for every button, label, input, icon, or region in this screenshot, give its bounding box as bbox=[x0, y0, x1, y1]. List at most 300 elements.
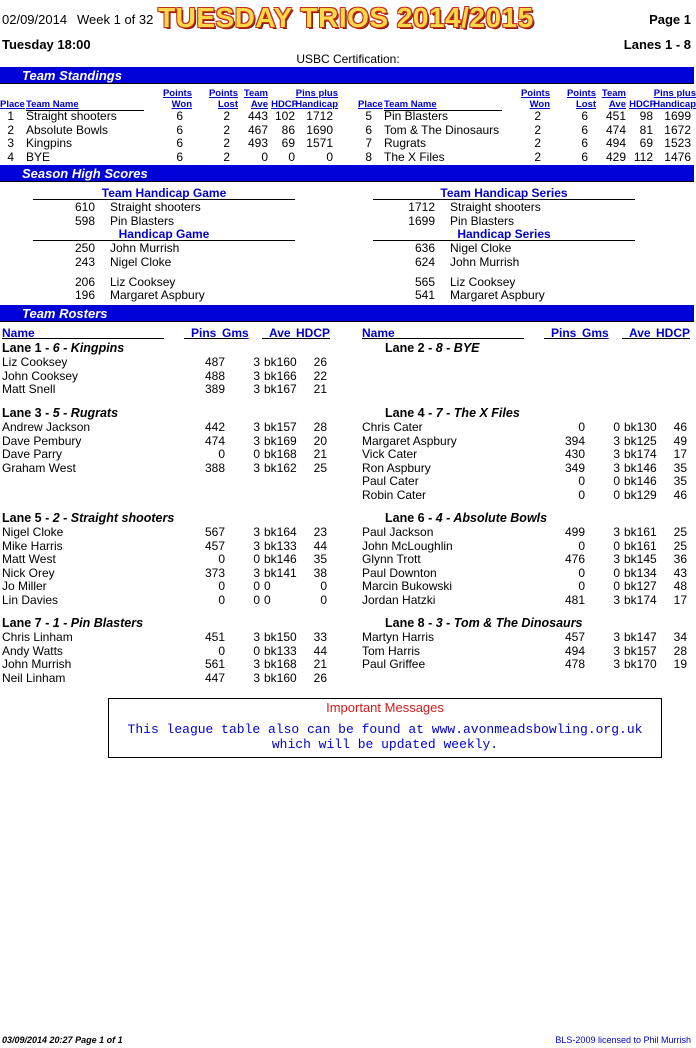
page-number: Page 1 bbox=[649, 12, 691, 27]
player-pins: 0 bbox=[578, 420, 585, 434]
player-games: 3 bbox=[253, 538, 260, 553]
player-hdcp: 25 bbox=[673, 538, 687, 553]
col-pins-plus-line: Pins plus bbox=[653, 88, 696, 99]
place: 8 bbox=[365, 149, 372, 164]
high-score-value: 206 bbox=[74, 275, 95, 289]
player-games: 0 bbox=[613, 488, 620, 502]
player-ave: bk168 bbox=[264, 447, 297, 462]
player-pins: 567 bbox=[204, 525, 225, 539]
player-pins: 561 bbox=[204, 657, 225, 672]
team-ave: 429 bbox=[605, 149, 626, 164]
col-pins-plus-line: Handicap bbox=[295, 99, 338, 110]
col-pins-plus-line: Handicap bbox=[653, 99, 696, 110]
player-ave: bk162 bbox=[264, 460, 297, 475]
col-points-won-line: Points bbox=[162, 88, 192, 99]
player-games: 3 bbox=[253, 355, 260, 369]
points-lost: 2 bbox=[223, 136, 230, 151]
player-ave: bk146 bbox=[264, 552, 297, 567]
player-games: 3 bbox=[613, 552, 620, 567]
col-points-won bbox=[508, 88, 550, 110]
player-pins: 0 bbox=[578, 579, 585, 594]
footer-timestamp: 03/09/2014 20:27 Page 1 of 1 bbox=[2, 1035, 123, 1045]
team-ave: 0 bbox=[261, 149, 268, 164]
section-bar-rosters bbox=[0, 305, 694, 322]
player-name: Paul Jackson bbox=[362, 525, 434, 539]
points-won: 2 bbox=[534, 136, 541, 151]
player-ave: bk150 bbox=[264, 630, 297, 644]
player-hdcp: 28 bbox=[673, 643, 687, 658]
footer-license: BLS-2009 licensed to Phil Murrish bbox=[555, 1035, 691, 1045]
section-bar-standings bbox=[0, 67, 694, 84]
player-name: Matt West bbox=[2, 552, 56, 567]
player-ave: bk127 bbox=[624, 579, 657, 594]
player-name: Lin Davies bbox=[2, 593, 59, 607]
day-time: Tuesday 18:00 bbox=[2, 37, 91, 52]
player-pins: 0 bbox=[578, 488, 585, 502]
lane-team: 8 - BYE bbox=[435, 341, 480, 355]
lane-number: Lane 4 - bbox=[385, 406, 433, 420]
high-score-value: 243 bbox=[74, 255, 95, 269]
points-won: 6 bbox=[176, 109, 183, 123]
player-ave: bk134 bbox=[624, 565, 657, 580]
col-hdcp: HDCP bbox=[629, 99, 656, 110]
player-name: Andy Watts bbox=[2, 643, 63, 658]
player-pins: 0 bbox=[578, 565, 585, 580]
player-games: 3 bbox=[613, 630, 620, 644]
team-name: Tom & The Dinosaurs bbox=[384, 122, 500, 137]
roster-row bbox=[0, 672, 330, 686]
player-name: Robin Cater bbox=[362, 488, 427, 502]
col-team-name: Team Name bbox=[384, 99, 437, 110]
col-pins-plus-line: Pins plus bbox=[295, 88, 338, 99]
place: 1 bbox=[7, 109, 14, 123]
roster-row bbox=[360, 658, 690, 672]
player-hdcp: 35 bbox=[313, 552, 327, 567]
messages-body bbox=[109, 722, 661, 752]
player-games: 3 bbox=[253, 670, 260, 685]
player-name: Vick Cater bbox=[362, 447, 418, 462]
col-pins-plus bbox=[290, 88, 338, 110]
player-ave: bk146 bbox=[624, 460, 657, 475]
hdcp: 69 bbox=[281, 136, 295, 151]
player-games: 0 bbox=[253, 447, 260, 462]
col-name: Name bbox=[2, 326, 35, 340]
team-ave: 493 bbox=[247, 136, 268, 151]
place: 4 bbox=[7, 149, 14, 164]
player-ave: bk164 bbox=[264, 525, 297, 539]
col-points-won-line: Won bbox=[529, 99, 550, 110]
player-hdcp: 35 bbox=[673, 474, 687, 489]
roster-row bbox=[360, 489, 690, 503]
high-score-name: Nigel Cloke bbox=[110, 255, 172, 269]
hdcp: 102 bbox=[274, 109, 295, 123]
player-name: Tom Harris bbox=[362, 643, 421, 658]
team-name: BYE bbox=[26, 149, 51, 164]
col-hdcp: HDCP bbox=[271, 99, 298, 110]
player-name: Jo Miller bbox=[2, 579, 47, 594]
player-hdcp: 21 bbox=[313, 447, 327, 462]
hdcp: 0 bbox=[288, 149, 295, 164]
player-hdcp: 35 bbox=[673, 460, 687, 475]
player-pins: 0 bbox=[218, 447, 225, 462]
col-pins-plus bbox=[648, 88, 696, 110]
lane-heading bbox=[2, 616, 143, 630]
high-score-name: Straight shooters bbox=[450, 200, 541, 214]
player-pins: 0 bbox=[218, 593, 225, 607]
section-title: Season High Scores bbox=[22, 166, 148, 181]
lane-team: 1 - Pin Blasters bbox=[52, 616, 144, 630]
roster-row bbox=[0, 462, 330, 476]
player-ave: bk168 bbox=[264, 657, 297, 672]
league-title: TUESDAY TRIOS 2014/2015 bbox=[158, 2, 534, 33]
col-pins: Pins bbox=[191, 326, 217, 340]
roster-row bbox=[360, 526, 690, 540]
high-score-value: 598 bbox=[74, 213, 95, 228]
high-score-name: Liz Cooksey bbox=[110, 275, 176, 289]
high-score-value: 1712 bbox=[408, 200, 435, 214]
col-points-lost-line: Lost bbox=[217, 99, 238, 110]
player-ave: bk125 bbox=[624, 433, 657, 448]
player-pins: 447 bbox=[204, 670, 225, 685]
player-ave: bk170 bbox=[624, 657, 657, 672]
col-points-lost-line: Points bbox=[208, 88, 238, 99]
header-underline bbox=[2, 338, 164, 339]
player-name: Martyn Harris bbox=[362, 630, 435, 644]
player-ave: bk161 bbox=[624, 538, 657, 553]
points-lost: 6 bbox=[581, 136, 588, 151]
player-pins: 487 bbox=[204, 355, 225, 369]
lane-heading bbox=[385, 616, 583, 630]
points-lost: 6 bbox=[581, 109, 588, 123]
messages-line-2: which will be updated weekly. bbox=[271, 737, 499, 752]
player-name: Nick Orey bbox=[2, 565, 55, 580]
high-score-name: John Murrish bbox=[450, 255, 520, 269]
col-team-ave-line: Ave bbox=[608, 99, 626, 110]
high-score-value: 610 bbox=[74, 200, 95, 214]
player-ave: bk166 bbox=[264, 368, 297, 383]
player-hdcp: 43 bbox=[673, 565, 687, 580]
roster-row bbox=[0, 526, 330, 540]
pins-plus: 1523 bbox=[664, 136, 691, 151]
player-pins: 388 bbox=[204, 460, 225, 475]
player-pins: 494 bbox=[564, 643, 585, 658]
high-score-heading: Handicap Game bbox=[118, 227, 210, 241]
lane-team: 4 - Absolute Bowls bbox=[435, 511, 548, 525]
player-games: 0 bbox=[253, 593, 260, 607]
player-pins: 478 bbox=[564, 657, 585, 672]
player-name: Graham West bbox=[2, 460, 76, 475]
team-ave: 451 bbox=[605, 109, 626, 123]
col-ave: Ave bbox=[629, 326, 651, 340]
section-bar-high-scores bbox=[0, 165, 694, 182]
player-ave: bk167 bbox=[264, 382, 297, 397]
certification: USBC Certification: bbox=[296, 52, 400, 66]
high-score-name: Margaret Aspbury bbox=[110, 288, 205, 302]
player-games: 3 bbox=[253, 433, 260, 448]
col-team-ave bbox=[596, 88, 626, 110]
pins-plus: 1672 bbox=[664, 122, 691, 137]
team-name: Straight shooters bbox=[26, 109, 117, 123]
lane-team: 2 - Straight shooters bbox=[52, 511, 175, 525]
lane-heading bbox=[2, 341, 124, 355]
pins-plus: 1699 bbox=[664, 109, 691, 123]
player-name: Nigel Cloke bbox=[2, 525, 64, 539]
col-points-won-line: Won bbox=[171, 99, 192, 110]
player-name: Jordan Hatzki bbox=[362, 593, 436, 607]
player-pins: 0 bbox=[218, 552, 225, 567]
header-underline bbox=[544, 338, 606, 339]
player-hdcp: 26 bbox=[313, 670, 327, 685]
player-games: 3 bbox=[613, 525, 620, 539]
player-games: 3 bbox=[253, 657, 260, 672]
high-score-value: 541 bbox=[414, 288, 435, 302]
hdcp: 81 bbox=[639, 122, 653, 137]
col-place: Place bbox=[0, 99, 25, 110]
col-team-name: Team Name bbox=[26, 99, 79, 110]
col-points-won bbox=[150, 88, 192, 110]
team-name: Pin Blasters bbox=[384, 109, 449, 123]
hdcp: 69 bbox=[639, 136, 653, 151]
player-hdcp: 0 bbox=[320, 593, 327, 607]
player-ave: bk174 bbox=[624, 447, 657, 462]
player-games: 3 bbox=[613, 433, 620, 448]
lane-number: Lane 8 - bbox=[385, 616, 433, 630]
roster-row bbox=[0, 356, 330, 370]
player-ave: bk130 bbox=[624, 420, 657, 434]
player-pins: 442 bbox=[204, 420, 225, 434]
high-score-value: 636 bbox=[414, 241, 435, 255]
col-team-ave bbox=[238, 88, 268, 110]
points-lost: 6 bbox=[581, 122, 588, 137]
points-won: 2 bbox=[534, 122, 541, 137]
player-games: 3 bbox=[253, 460, 260, 475]
player-games: 0 bbox=[613, 538, 620, 553]
report-date: 02/09/2014 bbox=[2, 12, 68, 27]
high-score-name: Straight shooters bbox=[110, 200, 201, 214]
col-points-lost-line: Lost bbox=[575, 99, 596, 110]
player-name: Neil Linham bbox=[2, 670, 66, 685]
standings-row bbox=[0, 151, 340, 165]
player-hdcp: 38 bbox=[313, 565, 327, 580]
player-ave: bk129 bbox=[624, 488, 657, 502]
player-games: 3 bbox=[613, 643, 620, 658]
player-name: Ron Aspbury bbox=[362, 460, 431, 475]
points-won: 2 bbox=[534, 109, 541, 123]
player-ave: bk157 bbox=[624, 643, 657, 658]
place: 3 bbox=[7, 136, 14, 151]
lane-number: Lane 1 - bbox=[2, 341, 50, 355]
player-hdcp: 36 bbox=[673, 552, 687, 567]
player-name: Margaret Aspbury bbox=[362, 433, 457, 448]
player-games: 3 bbox=[253, 420, 260, 434]
points-lost: 2 bbox=[223, 122, 230, 137]
player-games: 0 bbox=[613, 579, 620, 594]
player-name: Andrew Jackson bbox=[2, 420, 91, 434]
player-games: 3 bbox=[613, 460, 620, 475]
player-games: 0 bbox=[613, 565, 620, 580]
player-name: Matt Snell bbox=[2, 382, 56, 397]
points-won: 6 bbox=[176, 122, 183, 137]
points-lost: 6 bbox=[581, 149, 588, 164]
high-score-name: John Murrish bbox=[110, 241, 180, 255]
player-name: Chris Cater bbox=[362, 420, 423, 434]
player-hdcp: 49 bbox=[673, 433, 687, 448]
player-ave: bk160 bbox=[264, 670, 297, 685]
player-games: 3 bbox=[253, 630, 260, 644]
lane-heading bbox=[385, 341, 480, 355]
player-pins: 476 bbox=[564, 552, 585, 567]
player-ave: bk146 bbox=[624, 474, 657, 489]
place: 2 bbox=[7, 122, 14, 137]
player-name: Glynn Trott bbox=[362, 552, 421, 567]
player-pins: 394 bbox=[564, 433, 585, 448]
messages-title: Important Messages bbox=[326, 700, 444, 715]
place: 7 bbox=[365, 136, 372, 151]
player-pins: 457 bbox=[564, 630, 585, 644]
header-underline bbox=[622, 338, 690, 339]
col-points-won-line: Points bbox=[520, 88, 550, 99]
header-underline bbox=[262, 338, 330, 339]
roster-row bbox=[360, 631, 690, 645]
team-ave: 467 bbox=[247, 122, 268, 137]
player-hdcp: 20 bbox=[313, 433, 327, 448]
player-pins: 481 bbox=[564, 593, 585, 607]
player-pins: 389 bbox=[204, 382, 225, 397]
team-name: Kingpins bbox=[26, 136, 73, 151]
roster-row bbox=[0, 567, 330, 581]
roster-row bbox=[360, 421, 690, 435]
player-games: 3 bbox=[253, 565, 260, 580]
col-gms: Gms bbox=[582, 326, 609, 340]
player-name: Dave Pembury bbox=[2, 433, 82, 448]
pins-plus: 1690 bbox=[306, 122, 333, 137]
player-hdcp: 22 bbox=[313, 368, 327, 383]
col-gms: Gms bbox=[222, 326, 249, 340]
player-ave: 0 bbox=[264, 593, 271, 607]
high-score-name: Nigel Cloke bbox=[450, 241, 512, 255]
col-pins: Pins bbox=[551, 326, 577, 340]
high-score-name: Liz Cooksey bbox=[450, 275, 516, 289]
team-ave: 474 bbox=[605, 122, 626, 137]
player-hdcp: 46 bbox=[673, 420, 687, 434]
hdcp: 86 bbox=[281, 122, 295, 137]
player-ave: bk147 bbox=[624, 630, 657, 644]
player-hdcp: 26 bbox=[313, 355, 327, 369]
pins-plus: 0 bbox=[326, 149, 333, 164]
player-name: Marcin Bukowski bbox=[362, 579, 453, 594]
lane-team: 6 - Kingpins bbox=[52, 341, 125, 355]
player-ave: bk161 bbox=[624, 525, 657, 539]
player-ave: bk157 bbox=[264, 420, 297, 434]
player-games: 0 bbox=[253, 643, 260, 658]
player-hdcp: 17 bbox=[673, 447, 687, 462]
player-ave: bk133 bbox=[264, 538, 297, 553]
pins-plus: 1571 bbox=[306, 136, 333, 151]
player-pins: 0 bbox=[578, 474, 585, 489]
col-points-lost bbox=[196, 88, 238, 110]
player-hdcp: 34 bbox=[673, 630, 687, 644]
team-ave: 443 bbox=[247, 109, 268, 123]
player-name: Paul Downton bbox=[362, 565, 437, 580]
player-games: 0 bbox=[613, 474, 620, 489]
lane-number: Lane 3 - bbox=[2, 406, 50, 420]
high-score-heading: Team Handicap Game bbox=[101, 186, 227, 200]
team-name: The X Files bbox=[384, 149, 445, 164]
player-games: 3 bbox=[253, 382, 260, 397]
col-team-ave-line: Ave bbox=[250, 99, 268, 110]
col-place: Place bbox=[358, 99, 383, 110]
hdcp: 112 bbox=[633, 149, 653, 164]
week-indicator: Week 1 of 32 bbox=[77, 12, 154, 27]
player-name: John Murrish bbox=[2, 657, 72, 672]
player-hdcp: 19 bbox=[673, 657, 687, 672]
player-name: Paul Cater bbox=[362, 474, 419, 489]
player-name: Mike Harris bbox=[2, 538, 63, 553]
high-score-value: 250 bbox=[74, 241, 95, 255]
player-ave: bk141 bbox=[264, 565, 297, 580]
player-hdcp: 48 bbox=[673, 579, 687, 594]
team-name: Absolute Bowls bbox=[26, 122, 109, 137]
player-pins: 474 bbox=[204, 433, 225, 448]
pins-plus: 1476 bbox=[664, 149, 691, 164]
player-hdcp: 33 bbox=[313, 630, 327, 644]
lane-heading bbox=[2, 406, 118, 420]
player-pins: 499 bbox=[564, 525, 585, 539]
high-score-heading: Handicap Series bbox=[457, 227, 551, 241]
high-score-value: 624 bbox=[414, 255, 435, 269]
lane-number: Lane 6 - bbox=[385, 511, 433, 525]
header-underline bbox=[184, 338, 246, 339]
roster-row bbox=[0, 594, 330, 608]
high-score-heading: Team Handicap Series bbox=[440, 186, 568, 200]
player-games: 3 bbox=[613, 593, 620, 607]
section-title: Team Standings bbox=[22, 68, 122, 83]
roster-row bbox=[0, 631, 330, 645]
player-pins: 349 bbox=[564, 460, 585, 475]
place: 5 bbox=[365, 109, 372, 123]
player-pins: 488 bbox=[204, 368, 225, 383]
high-score-name: Pin Blasters bbox=[110, 213, 175, 228]
points-won: 6 bbox=[176, 149, 183, 164]
col-points-lost-line: Points bbox=[566, 88, 596, 99]
player-hdcp: 21 bbox=[313, 657, 327, 672]
player-name: Chris Linham bbox=[2, 630, 73, 644]
player-ave: 0 bbox=[264, 579, 271, 594]
standings-row bbox=[0, 110, 340, 124]
player-games: 0 bbox=[253, 579, 260, 594]
player-hdcp: 25 bbox=[673, 525, 687, 539]
hdcp: 98 bbox=[639, 109, 653, 123]
lane-number: Lane 5 - bbox=[2, 511, 50, 525]
player-pins: 0 bbox=[218, 643, 225, 658]
player-hdcp: 23 bbox=[313, 525, 327, 539]
pins-plus: 1712 bbox=[306, 109, 333, 123]
points-lost: 2 bbox=[223, 149, 230, 164]
lane-heading bbox=[385, 511, 547, 525]
player-pins: 0 bbox=[578, 538, 585, 553]
player-name: Paul Griffee bbox=[362, 657, 426, 672]
player-games: 3 bbox=[253, 368, 260, 383]
important-messages-box bbox=[108, 698, 662, 758]
high-score-value: 196 bbox=[74, 288, 95, 302]
col-hdcp: HDCP bbox=[296, 326, 331, 340]
player-games: 3 bbox=[613, 657, 620, 672]
player-games: 0 bbox=[613, 420, 620, 434]
col-team-ave-line: Team bbox=[601, 88, 626, 99]
col-team-ave-line: Team bbox=[243, 88, 268, 99]
roster-row bbox=[0, 383, 330, 397]
player-hdcp: 17 bbox=[673, 593, 687, 607]
